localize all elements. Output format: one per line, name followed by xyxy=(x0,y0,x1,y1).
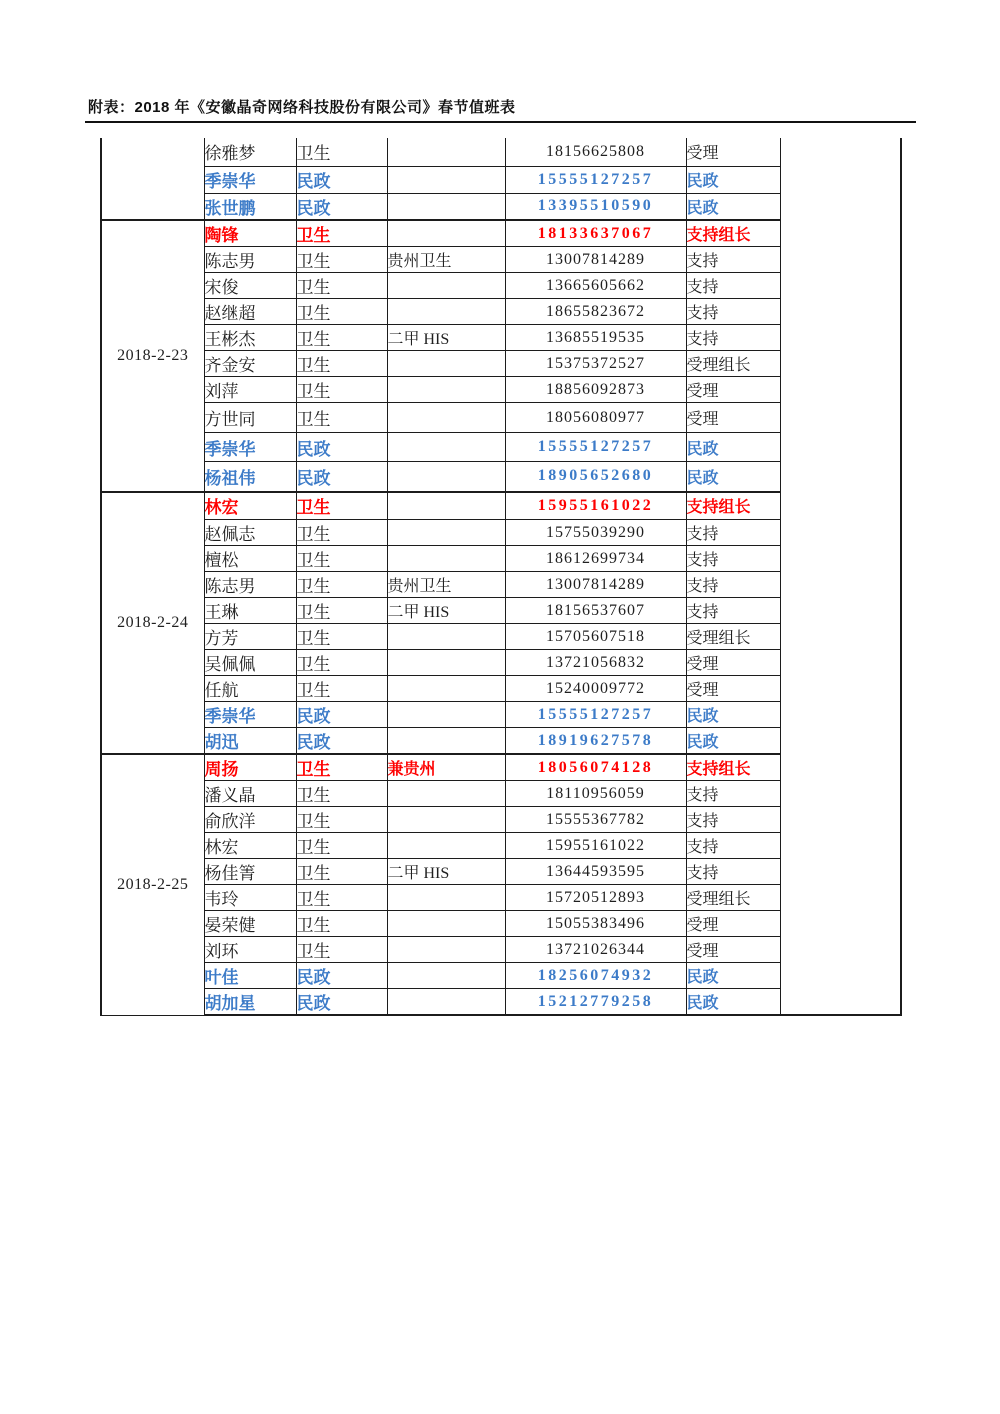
note-cell xyxy=(387,624,505,650)
role-cell: 受理组长 xyxy=(686,351,780,377)
phone-cell: 15375372527 xyxy=(505,351,686,377)
note-cell: 二甲 HIS xyxy=(387,859,505,885)
phone-cell: 18110956059 xyxy=(505,781,686,807)
dept-cell: 民政 xyxy=(296,462,387,492)
name-cell: 吴佩佩 xyxy=(204,650,296,676)
dept-cell: 卫生 xyxy=(296,403,387,433)
note-cell xyxy=(387,138,505,166)
name-cell: 方芳 xyxy=(204,624,296,650)
name-cell: 宋俊 xyxy=(204,273,296,299)
note-cell xyxy=(387,492,505,520)
phone-cell: 18856092873 xyxy=(505,377,686,403)
phone-cell: 13007814289 xyxy=(505,247,686,273)
role-cell: 支持 xyxy=(686,273,780,299)
dept-cell: 卫生 xyxy=(296,520,387,546)
role-cell: 受理 xyxy=(686,138,780,166)
note-cell: 二甲 HIS xyxy=(387,598,505,624)
name-cell: 徐雅梦 xyxy=(204,138,296,166)
role-cell: 支持 xyxy=(686,520,780,546)
phone-cell: 13721056832 xyxy=(505,650,686,676)
name-cell: 季崇华 xyxy=(204,166,296,193)
phone-cell: 13644593595 xyxy=(505,859,686,885)
phone-cell: 15555127257 xyxy=(505,702,686,728)
phone-cell: 13007814289 xyxy=(505,572,686,598)
dept-cell: 卫生 xyxy=(296,351,387,377)
phone-cell: 18056074128 xyxy=(505,754,686,781)
role-cell: 支持组长 xyxy=(686,220,780,247)
document-title: 附表：2018 年《安徽晶奇网络科技股份有限公司》春节值班表 xyxy=(88,99,516,116)
dept-cell: 卫生 xyxy=(296,598,387,624)
phone-cell: 13395510590 xyxy=(505,193,686,220)
date-cell: 2018-2-24 xyxy=(101,492,204,755)
name-cell: 刘萍 xyxy=(204,377,296,403)
name-cell: 刘环 xyxy=(204,937,296,963)
note-cell xyxy=(387,546,505,572)
role-cell: 受理 xyxy=(686,403,780,433)
role-cell: 支持 xyxy=(686,598,780,624)
role-cell: 民政 xyxy=(686,989,780,1016)
note-cell xyxy=(387,351,505,377)
phone-cell: 15720512893 xyxy=(505,885,686,911)
name-cell: 王琳 xyxy=(204,598,296,624)
note-cell xyxy=(387,963,505,989)
dept-cell: 卫生 xyxy=(296,885,387,911)
role-cell: 民政 xyxy=(686,702,780,728)
role-cell: 民政 xyxy=(686,462,780,492)
note-cell xyxy=(387,166,505,193)
note-cell xyxy=(387,728,505,755)
phone-cell: 13665605662 xyxy=(505,273,686,299)
note-cell xyxy=(387,299,505,325)
role-cell: 支持 xyxy=(686,247,780,273)
name-cell: 赵继超 xyxy=(204,299,296,325)
name-cell: 林宏 xyxy=(204,492,296,520)
phone-cell: 18655823672 xyxy=(505,299,686,325)
name-cell: 杨佳箐 xyxy=(204,859,296,885)
note-cell xyxy=(387,807,505,833)
phone-cell: 15955161022 xyxy=(505,492,686,520)
role-cell: 支持 xyxy=(686,859,780,885)
table-row xyxy=(101,138,901,166)
phone-cell: 18056080977 xyxy=(505,403,686,433)
date-cell: 2018-2-25 xyxy=(101,754,204,1015)
note-cell xyxy=(387,989,505,1016)
role-cell: 受理 xyxy=(686,676,780,702)
name-cell: 王彬杰 xyxy=(204,325,296,351)
phone-cell: 15955161022 xyxy=(505,833,686,859)
name-cell: 叶佳 xyxy=(204,963,296,989)
name-cell: 林宏 xyxy=(204,833,296,859)
note-cell: 贵州卫生 xyxy=(387,572,505,598)
dept-cell: 卫生 xyxy=(296,299,387,325)
dept-cell: 卫生 xyxy=(296,937,387,963)
duty-roster-table xyxy=(100,138,902,1016)
dept-cell: 卫生 xyxy=(296,273,387,299)
role-cell: 民政 xyxy=(686,166,780,193)
name-cell: 齐金安 xyxy=(204,351,296,377)
role-cell: 支持 xyxy=(686,833,780,859)
dept-cell: 民政 xyxy=(296,433,387,462)
note-cell xyxy=(387,462,505,492)
note-cell xyxy=(387,650,505,676)
role-cell: 支持 xyxy=(686,546,780,572)
dept-cell: 卫生 xyxy=(296,492,387,520)
name-cell: 胡加星 xyxy=(204,989,296,1016)
phone-cell: 15555127257 xyxy=(505,166,686,193)
phone-cell: 15055383496 xyxy=(505,911,686,937)
phone-cell: 15240009772 xyxy=(505,676,686,702)
dept-cell: 卫生 xyxy=(296,624,387,650)
name-cell: 周扬 xyxy=(204,754,296,781)
dept-cell: 卫生 xyxy=(296,220,387,247)
note-cell xyxy=(387,273,505,299)
note-cell xyxy=(387,911,505,937)
phone-cell: 18919627578 xyxy=(505,728,686,755)
name-cell: 赵佩志 xyxy=(204,520,296,546)
role-cell: 支持 xyxy=(686,299,780,325)
note-cell xyxy=(387,833,505,859)
dept-cell: 卫生 xyxy=(296,859,387,885)
note-cell xyxy=(387,433,505,462)
note-cell xyxy=(387,520,505,546)
dept-cell: 卫生 xyxy=(296,676,387,702)
dept-cell: 民政 xyxy=(296,702,387,728)
phone-cell: 15212779258 xyxy=(505,989,686,1016)
dept-cell: 卫生 xyxy=(296,911,387,937)
name-cell: 季崇华 xyxy=(204,702,296,728)
dept-cell: 民政 xyxy=(296,193,387,220)
role-cell: 支持 xyxy=(686,807,780,833)
name-cell: 陈志男 xyxy=(204,247,296,273)
role-cell: 民政 xyxy=(686,433,780,462)
note-cell: 二甲 HIS xyxy=(387,325,505,351)
dept-cell: 卫生 xyxy=(296,546,387,572)
phone-cell: 18156537607 xyxy=(505,598,686,624)
date-cell-empty xyxy=(101,138,204,220)
name-cell: 潘义晶 xyxy=(204,781,296,807)
role-cell: 支持组长 xyxy=(686,754,780,781)
dept-cell: 卫生 xyxy=(296,807,387,833)
name-cell: 杨祖伟 xyxy=(204,462,296,492)
role-cell: 支持 xyxy=(686,572,780,598)
note-cell xyxy=(387,702,505,728)
note-cell xyxy=(387,781,505,807)
phone-cell: 18905652680 xyxy=(505,462,686,492)
note-cell xyxy=(387,403,505,433)
phone-cell: 18256074932 xyxy=(505,963,686,989)
role-cell: 支持 xyxy=(686,325,780,351)
filler-column-cell xyxy=(780,138,901,1015)
role-cell: 受理 xyxy=(686,937,780,963)
dept-cell: 民政 xyxy=(296,166,387,193)
date-cell: 2018-2-23 xyxy=(101,220,204,492)
dept-cell: 民政 xyxy=(296,963,387,989)
name-cell: 季崇华 xyxy=(204,433,296,462)
role-cell: 民政 xyxy=(686,728,780,755)
note-cell xyxy=(387,676,505,702)
phone-cell: 18156625808 xyxy=(505,138,686,166)
note-cell xyxy=(387,377,505,403)
role-cell: 受理组长 xyxy=(686,885,780,911)
phone-cell: 18133637067 xyxy=(505,220,686,247)
note-cell: 贵州卫生 xyxy=(387,247,505,273)
dept-cell: 卫生 xyxy=(296,377,387,403)
phone-cell: 13685519535 xyxy=(505,325,686,351)
name-cell: 韦玲 xyxy=(204,885,296,911)
header-rule xyxy=(85,121,916,123)
dept-cell: 卫生 xyxy=(296,247,387,273)
dept-cell: 卫生 xyxy=(296,572,387,598)
name-cell: 方世同 xyxy=(204,403,296,433)
note-cell xyxy=(387,937,505,963)
role-cell: 支持组长 xyxy=(686,492,780,520)
role-cell: 受理 xyxy=(686,911,780,937)
phone-cell: 15705607518 xyxy=(505,624,686,650)
role-cell: 受理 xyxy=(686,650,780,676)
phone-cell: 15555127257 xyxy=(505,433,686,462)
note-cell xyxy=(387,193,505,220)
role-cell: 民政 xyxy=(686,963,780,989)
name-cell: 陶锋 xyxy=(204,220,296,247)
phone-cell: 15755039290 xyxy=(505,520,686,546)
note-cell: 兼贵州 xyxy=(387,754,505,781)
dept-cell: 民政 xyxy=(296,728,387,755)
phone-cell: 15555367782 xyxy=(505,807,686,833)
name-cell: 檀松 xyxy=(204,546,296,572)
name-cell: 晏荣健 xyxy=(204,911,296,937)
role-cell: 支持 xyxy=(686,781,780,807)
name-cell: 俞欣洋 xyxy=(204,807,296,833)
dept-cell: 卫生 xyxy=(296,781,387,807)
dept-cell: 卫生 xyxy=(296,138,387,166)
dept-cell: 卫生 xyxy=(296,833,387,859)
dept-cell: 卫生 xyxy=(296,754,387,781)
role-cell: 受理 xyxy=(686,377,780,403)
phone-cell: 18612699734 xyxy=(505,546,686,572)
note-cell xyxy=(387,885,505,911)
role-cell: 受理组长 xyxy=(686,624,780,650)
phone-cell: 13721026344 xyxy=(505,937,686,963)
name-cell: 陈志男 xyxy=(204,572,296,598)
name-cell: 任航 xyxy=(204,676,296,702)
role-cell: 民政 xyxy=(686,193,780,220)
duty-roster-body xyxy=(101,138,901,1015)
dept-cell: 卫生 xyxy=(296,650,387,676)
name-cell: 胡迅 xyxy=(204,728,296,755)
note-cell xyxy=(387,220,505,247)
name-cell: 张世鹏 xyxy=(204,193,296,220)
dept-cell: 卫生 xyxy=(296,325,387,351)
dept-cell: 民政 xyxy=(296,989,387,1016)
